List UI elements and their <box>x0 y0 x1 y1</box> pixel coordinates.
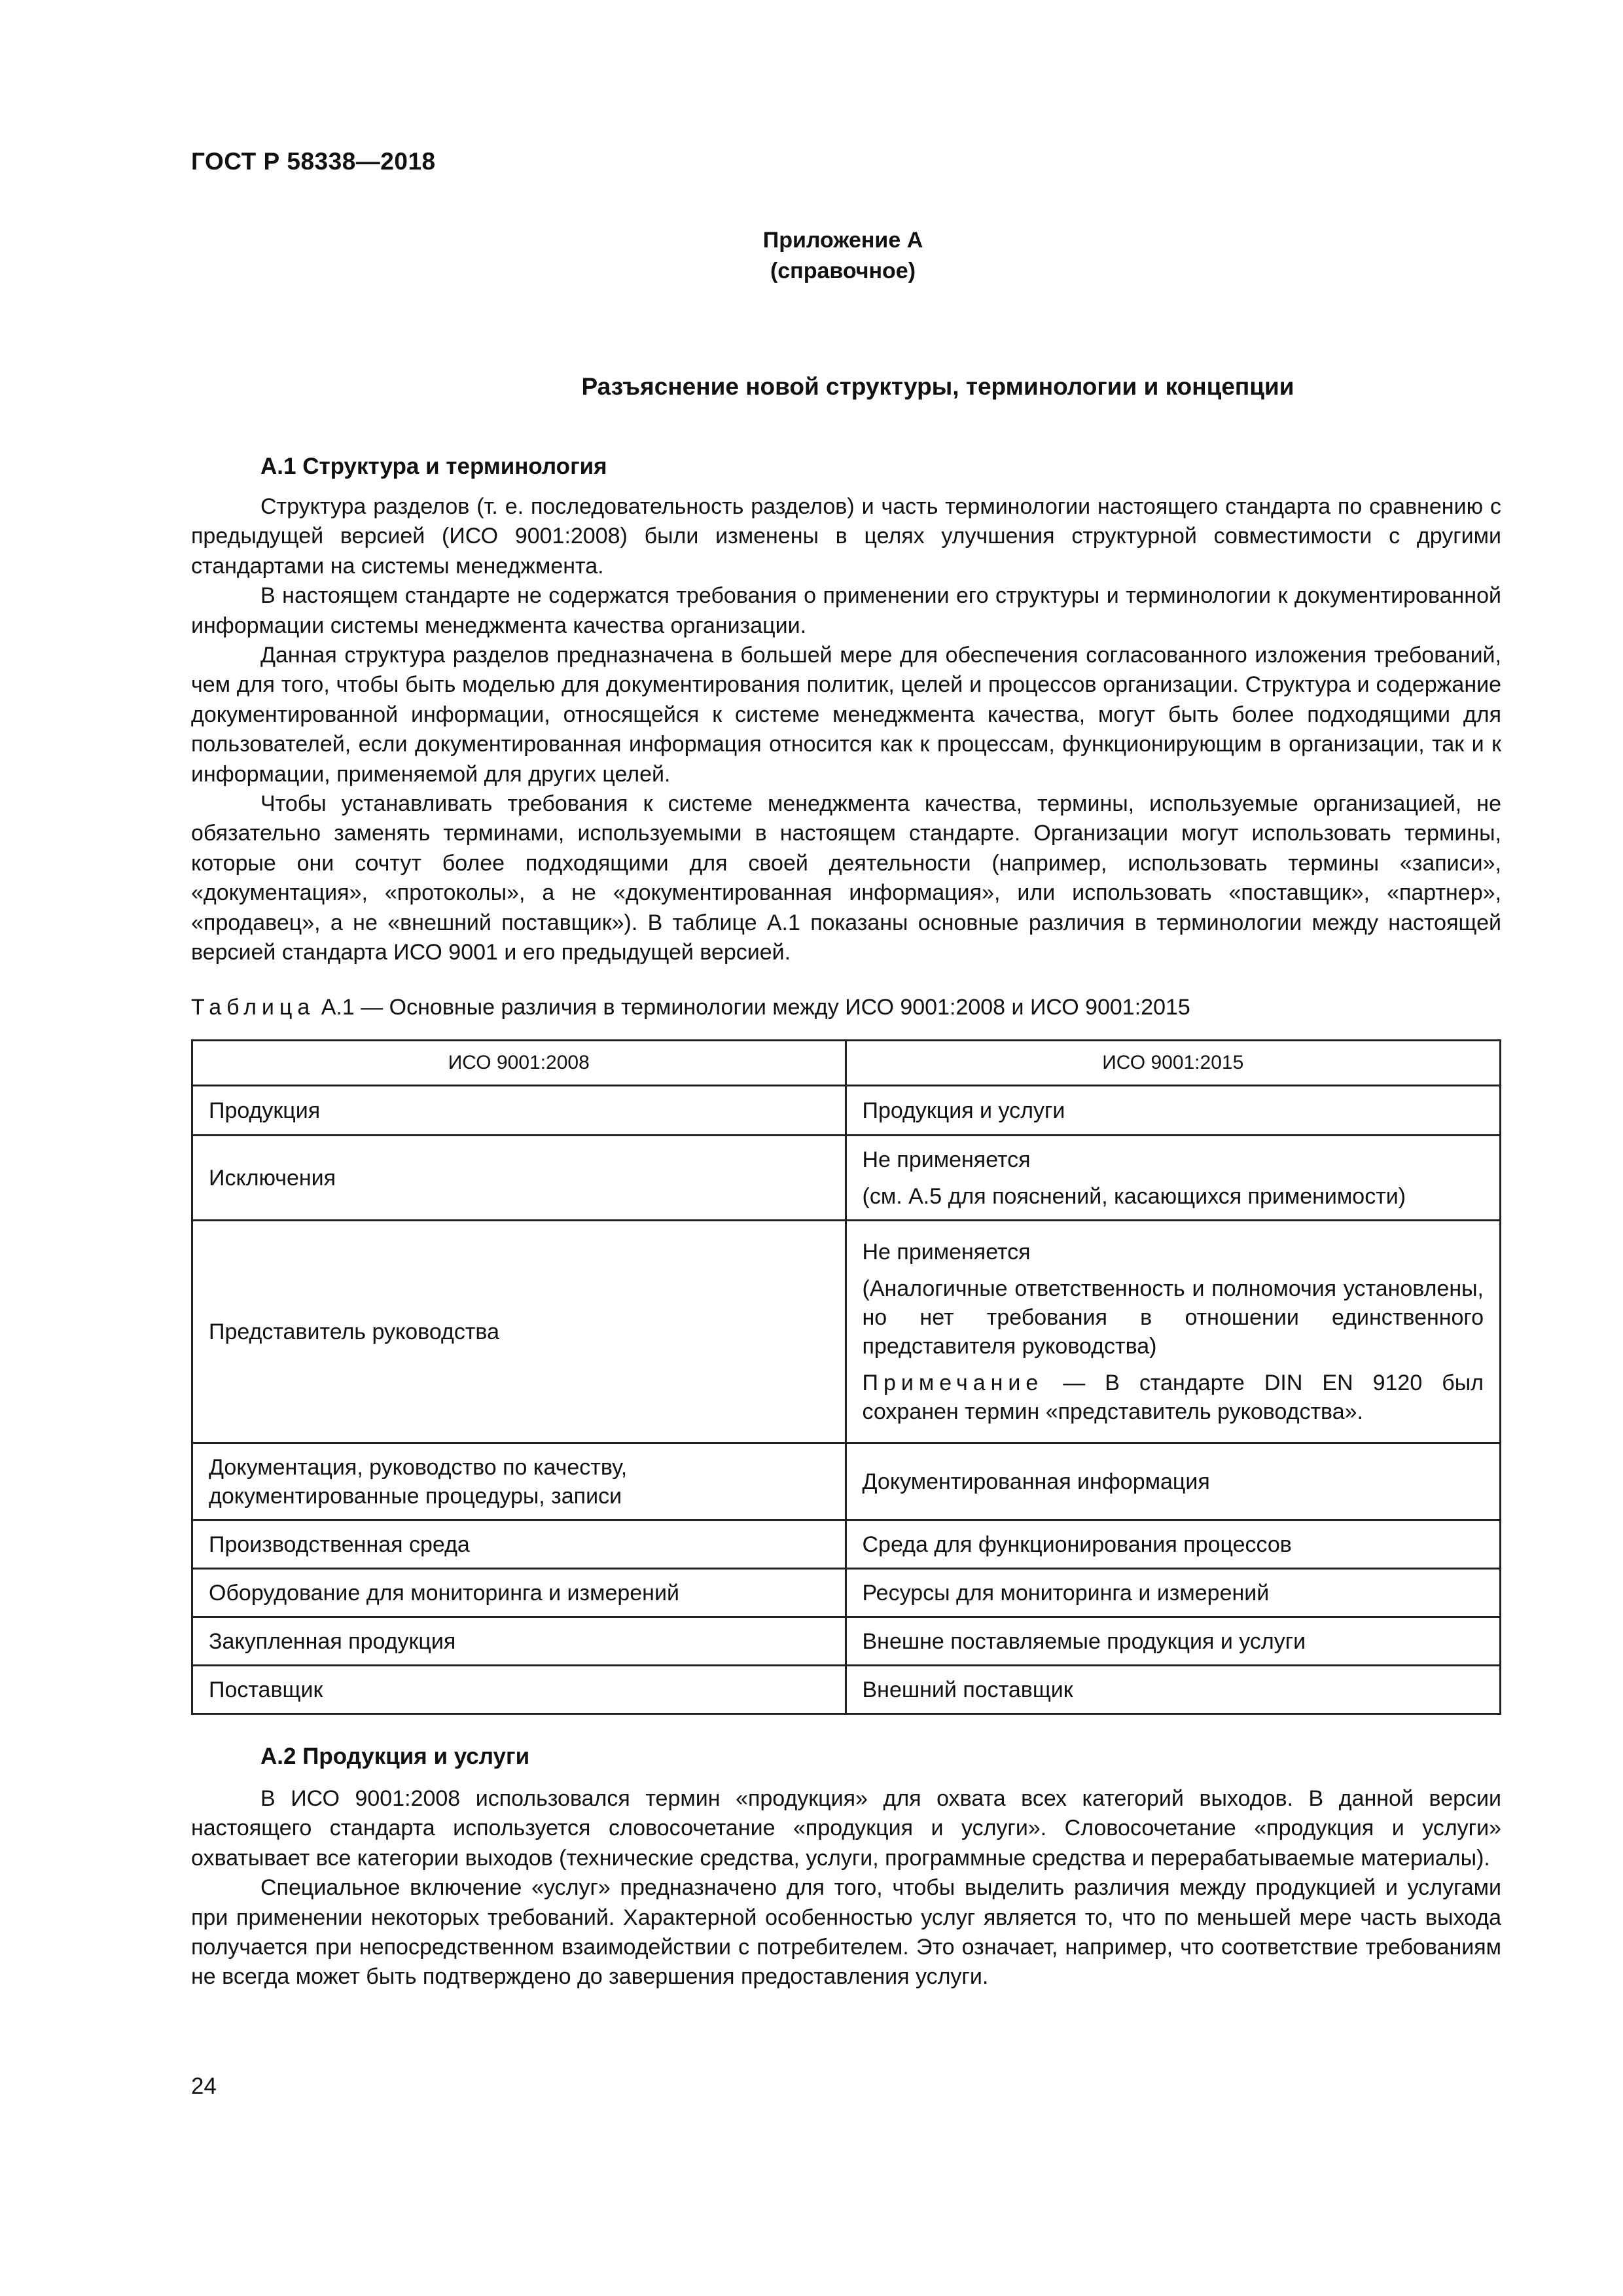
table-row <box>192 1221 1501 1443</box>
paragraph: Данная структура разделов предназначена в большей мере для обеспечения согласованного изложения требований, чем для того, чтобы быть моделью для документирования политик, целей и процессов организации. Структура и содержание документированной информации, относящейся к системе менеджмента качества, могут быть более подходящими для пользователей, если документированная информация относится как к процессам, функционирующим в организации, так и к информации, применяемой для других целей. <box>191 643 1501 787</box>
table-row <box>192 1666 1501 1714</box>
table-cell: Внешний поставщик <box>846 1666 1501 1714</box>
table-cell: Продукция <box>192 1086 846 1136</box>
cell-text: Документация, руководство по качеству, <box>209 1454 628 1480</box>
note-text: — В стандарте DIN EN 9120 был сохранен термин «представитель руководства». <box>862 1370 1484 1424</box>
section-a2-heading: А.2 Продукция и услуги <box>260 1744 530 1769</box>
table-row <box>192 1136 1501 1221</box>
paragraph: В настоящем стандарте не содержатся требования о применении его структуры и терминологии к документированной информации системы менеджмента качества организации. <box>191 583 1501 638</box>
document-code: ГОСТ Р 58338—2018 <box>191 148 436 175</box>
table-row <box>192 1617 1501 1666</box>
table-caption-label: Таблица <box>191 995 315 1020</box>
cell-note <box>863 1369 1484 1426</box>
table-cell: Оборудование для мониторинга и измерений <box>192 1569 846 1617</box>
table-caption-text: А.1 — Основные различия в терминологии между ИСО 9001:2008 и ИСО 9001:2015 <box>315 995 1190 1020</box>
paragraph: Структура разделов (т. е. последовательность разделов) и часть терминологии настоящего стандарта по сравнению с предыдущей версией (ИСО 9001:2008) были изменены в целях улучшения структурной совместимости с другими стандартами на системы менеджмента. <box>191 494 1501 579</box>
table-cell: Ресурсы для мониторинга и измерений <box>846 1569 1501 1617</box>
table-row <box>192 1086 1501 1136</box>
note-label: Примечание <box>862 1370 1044 1395</box>
table-cell: Поставщик <box>192 1666 846 1714</box>
table-row <box>192 1520 1501 1569</box>
table-cell: Среда для функционирования процессов <box>846 1520 1501 1569</box>
table-cell <box>192 1443 846 1520</box>
table-cell <box>846 1221 1501 1443</box>
table-cell: Представитель руководства <box>192 1221 846 1443</box>
table-header-row <box>192 1041 1501 1086</box>
terminology-table <box>191 1039 1501 1715</box>
section-a1-heading: А.1 Структура и терминология <box>260 454 607 479</box>
cell-text: документированные процедуры, записи <box>209 1483 622 1509</box>
table-cell: Закупленная продукция <box>192 1617 846 1666</box>
cell-text: Не применяется <box>862 1147 1031 1172</box>
annex-heading <box>0 225 1623 287</box>
annex-label: Приложение А <box>762 228 923 253</box>
table-cell: Исключения <box>192 1136 846 1221</box>
cell-text: (Аналогичные ответственность и полномочия установлены, но нет требования в отношении единственного представителя руководства) <box>862 1276 1484 1359</box>
annex-type: (справочное) <box>770 259 916 283</box>
table-cell: Производственная среда <box>192 1520 846 1569</box>
section-a2-body <box>191 1784 1501 1992</box>
section-a1-body <box>191 492 1501 968</box>
table-cell <box>846 1136 1501 1221</box>
cell-text: (см. А.5 для пояснений, касающихся применимости) <box>862 1183 1406 1209</box>
annex-title: Разъяснение новой структуры, терминологии и концепции <box>581 373 1294 400</box>
table-row <box>192 1443 1501 1520</box>
table-row <box>192 1569 1501 1617</box>
table-cell: Документированная информация <box>846 1443 1501 1520</box>
paragraph: Специальное включение «услуг» предназначено для того, чтобы выделить различия между продукцией и услугами при применении некоторых требований. Характерной особенностью услуг является то, что по меньшей мере часть выхода получается при непосредственном взаимодействии с потребителем. Это означает, например, что соответствие требованиям не всегда может быть подтверждено до завершения предоставления услуги. <box>191 1875 1501 1990</box>
column-header: ИСО 9001:2015 <box>846 1041 1501 1086</box>
paragraph: В ИСО 9001:2008 использовался термин «продукция» для охвата всех категорий выходов. В данной версии настоящего стандарта используется словосочетание «продукция и услуги». Словосочетание «продукция и услуги» охватывает все категории выходов (технические средства, услуги, программные средства и перерабатываемые материалы). <box>191 1786 1501 1871</box>
table-cell: Продукция и услуги <box>846 1086 1501 1136</box>
column-header: ИСО 9001:2008 <box>192 1041 846 1086</box>
page-number: 24 <box>191 2073 217 2099</box>
table-caption <box>191 995 1190 1020</box>
paragraph: Чтобы устанавливать требования к системе менеджмента качества, термины, используемые организацией, не обязательно заменять терминами, используемыми в настоящем стандарте. Организации могут использовать термины, которые они сочтут более подходящими для своей деятельности (например, использовать термины «записи», «документация», «протоколы», а не «документированная информация», или использовать «поставщик», «партнер», «продавец», а не «внешний поставщик»). В таблице А.1 показаны основные различия в терминологии между настоящей версией стандарта ИСО 9001 и его предыдущей версией. <box>191 791 1501 965</box>
table-cell: Внешне поставляемые продукция и услуги <box>846 1617 1501 1666</box>
cell-text: Не применяется <box>862 1239 1031 1265</box>
